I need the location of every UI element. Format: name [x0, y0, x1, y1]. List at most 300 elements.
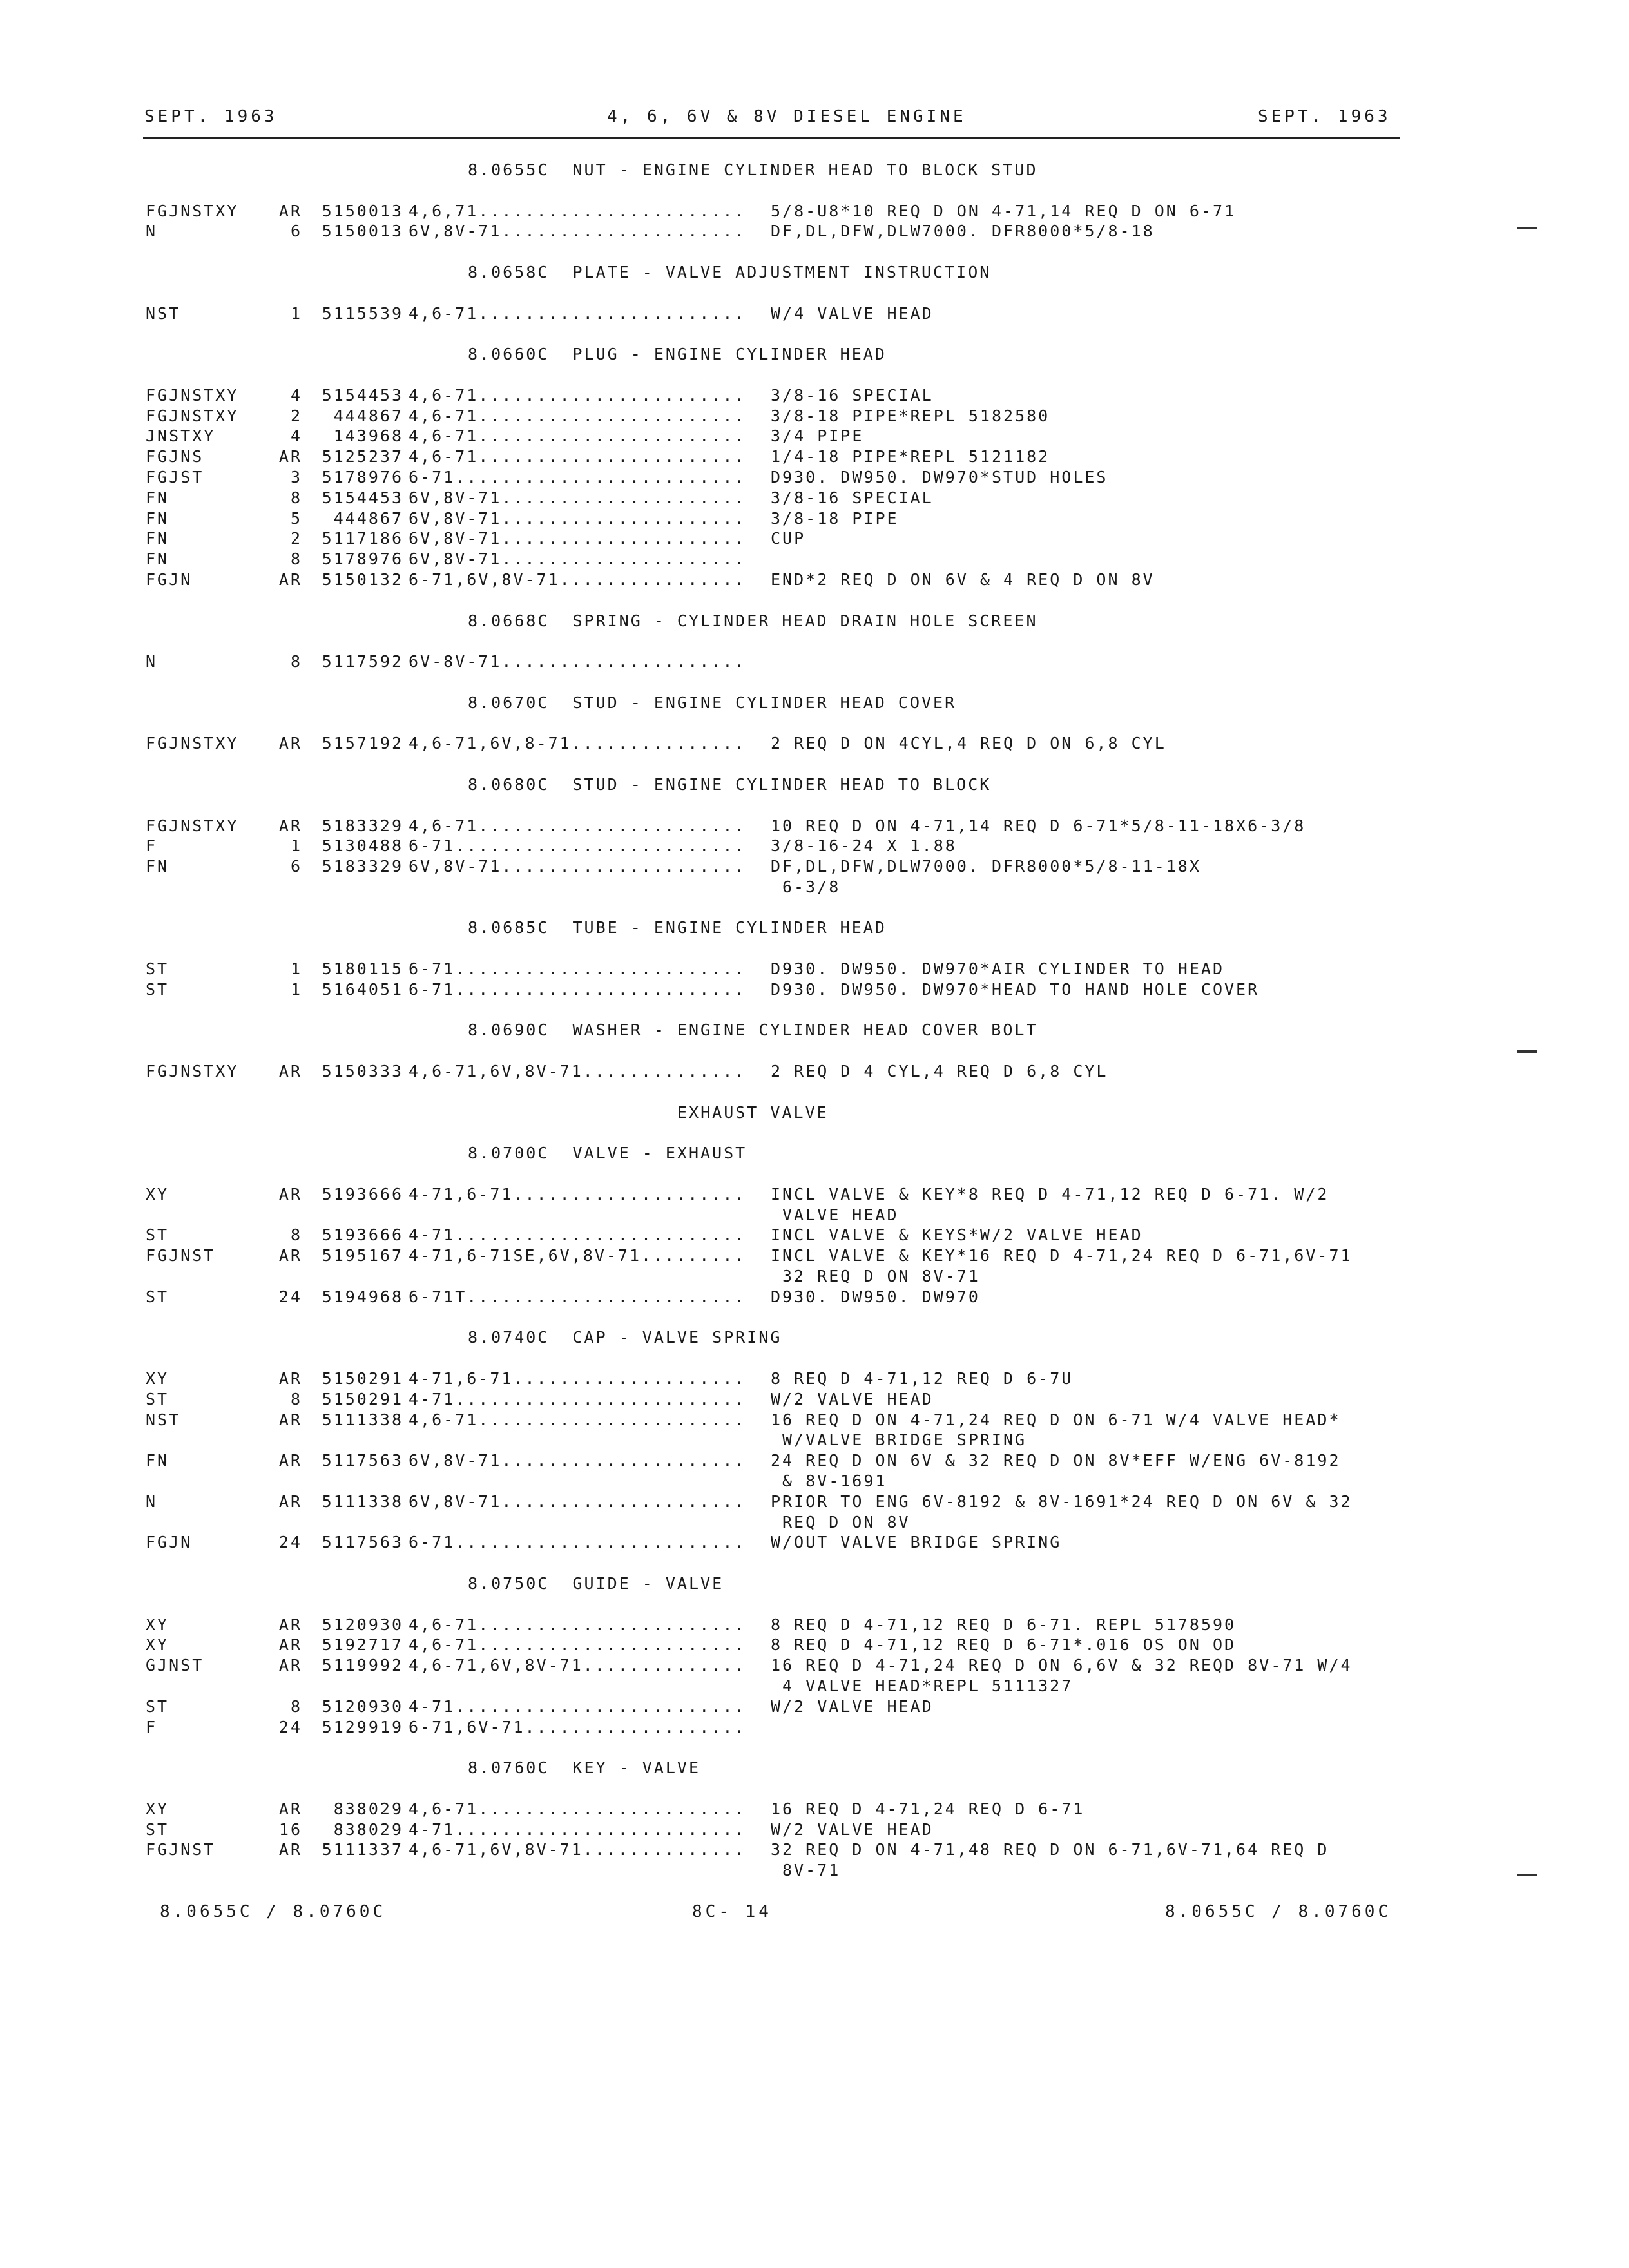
model-codes: FGJN: [146, 1533, 193, 1552]
section-title: 8.0670C STUD - ENGINE CYLINDER HEAD COVER: [468, 693, 957, 712]
spacer: [146, 1778, 1486, 1799]
spacer: [146, 672, 1486, 693]
quantity: AR: [278, 1615, 302, 1634]
part-number: 5111337: [322, 1840, 403, 1860]
part-row: [146, 426, 1486, 447]
quantity: AR: [278, 1840, 302, 1860]
application: 6V-8V-71.....................: [409, 652, 746, 671]
part-row: [146, 467, 1486, 488]
quantity: 6: [290, 222, 302, 241]
remarks: END*2 REQ D ON 6V & 4 REQ D ON 8V: [771, 570, 1155, 589]
remarks: 2 REQ D ON 4CYL,4 REQ D ON 6,8 CYL: [771, 734, 1166, 753]
remarks-continuation: [146, 877, 1486, 898]
part-number: 5150013: [322, 201, 403, 220]
application: 6V,8V-71.....................: [409, 1451, 746, 1470]
remarks-continued: VALVE HEAD: [782, 1205, 899, 1224]
quantity: AR: [278, 447, 302, 466]
application: 6V,8V-71.....................: [409, 529, 746, 548]
quantity: 6: [290, 857, 302, 876]
part-row: [146, 1615, 1486, 1635]
model-codes: XY: [146, 1184, 169, 1204]
part-row: [146, 406, 1486, 427]
remarks-continuation: [146, 1512, 1486, 1533]
remarks-continuation: [146, 1430, 1486, 1450]
model-codes: NST: [146, 303, 181, 323]
quantity: AR: [278, 816, 302, 835]
quantity: AR: [278, 1656, 302, 1675]
remarks: 1/4-18 PIPE*REPL 5121182: [771, 447, 1050, 466]
remarks: 3/8-18 PIPE*REPL 5182580: [771, 406, 1050, 425]
quantity: 8: [290, 1225, 302, 1245]
part-row: [146, 959, 1486, 979]
application: 6-71,6V-71...................: [409, 1717, 746, 1736]
part-row: [146, 1389, 1486, 1410]
application: 4,6-71.......................: [409, 385, 746, 405]
application: 4,6-71.......................: [409, 816, 746, 835]
spacer: [146, 1041, 1486, 1061]
part-number: 5117592: [322, 652, 403, 671]
model-codes: ST: [146, 1389, 169, 1408]
part-row: [146, 836, 1486, 856]
model-codes: FGJNSTXY: [146, 734, 239, 753]
section-title: 8.0760C KEY - VALVE: [468, 1758, 701, 1778]
part-number: 5150013: [322, 222, 403, 241]
quantity: 1: [290, 836, 302, 856]
section-heading: [146, 918, 1486, 938]
part-row: [146, 201, 1486, 222]
section-title: 8.0685C TUBE - ENGINE CYLINDER HEAD: [468, 918, 887, 937]
spacer: [146, 631, 1486, 651]
model-codes: FN: [146, 1451, 169, 1470]
model-codes: JNSTXY: [146, 427, 216, 446]
part-number: 5119992: [322, 1656, 403, 1675]
remarks-continued: & 8V-1691: [782, 1472, 887, 1490]
spacer: [146, 713, 1486, 734]
section-heading: [146, 1758, 1486, 1778]
application: 4,6-71,6V,8V-71..............: [409, 1840, 746, 1860]
quantity: 1: [290, 979, 302, 999]
quantity: 24: [278, 1287, 302, 1306]
part-row: [146, 1820, 1486, 1840]
application: 4,6-71,6V,8V-71..............: [409, 1656, 746, 1675]
part-number: 5125237: [322, 447, 403, 466]
remarks: D930. DW950. DW970: [771, 1287, 980, 1306]
quantity: 8: [290, 550, 302, 569]
remarks-continuation: [146, 1266, 1486, 1287]
part-number: 5178976: [322, 550, 403, 569]
part-row: [146, 549, 1486, 570]
remarks-continuation: [146, 1205, 1486, 1225]
model-codes: ST: [146, 959, 169, 979]
part-number: 838029: [333, 1820, 403, 1839]
part-row: [146, 816, 1486, 836]
section-title: 8.0655C NUT - ENGINE CYLINDER HEAD TO BLOCK STUD: [468, 160, 1038, 179]
model-codes: FN: [146, 550, 169, 569]
model-codes: FN: [146, 857, 169, 876]
part-row: [146, 1696, 1486, 1717]
section-title: 8.0690C WASHER - ENGINE CYLINDER HEAD COVER BOLT: [468, 1021, 1038, 1040]
application: 4,6-71,6V,8V-71..............: [409, 1062, 746, 1081]
margin-mark: [1517, 1874, 1537, 1876]
remarks: 3/8-16 SPECIAL: [771, 385, 934, 405]
remarks: 3/4 PIPE: [771, 427, 864, 446]
spacer: [146, 1553, 1486, 1573]
remarks-continued: 4 VALVE HEAD*REPL 5111327: [782, 1676, 1074, 1695]
part-row: [146, 651, 1486, 672]
remarks: D930. DW950. DW970*AIR CYLINDER TO HEAD: [771, 959, 1224, 979]
remarks: 24 REQ D ON 6V & 32 REQ D ON 8V*EFF W/ENG 6V-8192: [771, 1451, 1341, 1470]
part-number: 5117563: [322, 1533, 403, 1552]
spacer: [146, 242, 1486, 262]
application: 4,6-71.......................: [409, 1635, 746, 1655]
part-number: 5150291: [322, 1389, 403, 1408]
section-heading: [146, 1573, 1486, 1594]
spacer: [146, 1000, 1486, 1021]
part-number: 838029: [333, 1799, 403, 1818]
part-row: [146, 856, 1486, 877]
section-heading: [146, 774, 1486, 795]
parts-list: [146, 160, 1486, 1881]
quantity: 24: [278, 1717, 302, 1736]
application: 4-71.........................: [409, 1820, 746, 1839]
header-rule: [143, 137, 1400, 139]
remarks: 32 REQ D ON 4-71,48 REQ D ON 6-71,6V-71,64 REQ D: [771, 1840, 1329, 1860]
spacer: [146, 1122, 1486, 1143]
model-codes: ST: [146, 1287, 169, 1306]
part-number: 5183329: [322, 857, 403, 876]
part-number: 5150291: [322, 1369, 403, 1389]
remarks: PRIOR TO ENG 6V-8192 & 8V-1691*24 REQ D ON 6V & 32: [771, 1492, 1353, 1511]
spacer: [146, 590, 1486, 611]
model-codes: ST: [146, 1820, 169, 1839]
part-row: [146, 303, 1486, 324]
part-number: 5120930: [322, 1696, 403, 1716]
remarks-continued: W/VALVE BRIDGE SPRING: [782, 1430, 1027, 1450]
section-heading: [146, 611, 1486, 631]
model-codes: XY: [146, 1635, 169, 1655]
remarks: 16 REQ D 4-71,24 REQ D ON 6,6V & 32 REQD 8V-71 W/4: [771, 1656, 1353, 1675]
part-row: [146, 1245, 1486, 1266]
remarks: 3/8-16 SPECIAL: [771, 488, 934, 507]
section-heading: [146, 1143, 1486, 1164]
part-number: 5195167: [322, 1246, 403, 1265]
part-row: [146, 1655, 1486, 1676]
quantity: AR: [278, 1451, 302, 1470]
remarks: W/4 VALVE HEAD: [771, 303, 934, 323]
part-number: 5129919: [322, 1717, 403, 1736]
model-codes: ST: [146, 979, 169, 999]
remarks: D930. DW950. DW970*HEAD TO HAND HOLE COVER: [771, 979, 1260, 999]
part-row: [146, 1410, 1486, 1430]
remarks: 8 REQ D 4-71,12 REQ D 6-71*.016 OS ON OD: [771, 1635, 1237, 1655]
part-row: [146, 1225, 1486, 1245]
application: 4,6,71.......................: [409, 201, 746, 220]
part-row: [146, 1061, 1486, 1082]
remarks: 5/8-U8*10 REQ D ON 4-71,14 REQ D ON 6-71: [771, 201, 1237, 220]
part-number: 5111338: [322, 1410, 403, 1429]
remarks: 16 REQ D ON 4-71,24 REQ D ON 6-71 W/4 VALVE HEAD*: [771, 1410, 1341, 1429]
spacer: [146, 365, 1486, 385]
model-codes: FGJNST: [146, 1840, 216, 1860]
section-heading: [146, 160, 1486, 180]
quantity: AR: [278, 1062, 302, 1081]
margin-mark: [1517, 1050, 1537, 1053]
model-codes: FGJNSTXY: [146, 1062, 239, 1081]
remarks: DF,DL,DFW,DLW7000. DFR8000*5/8-11-18X: [771, 857, 1201, 876]
part-row: [146, 1369, 1486, 1389]
application: 6-71.........................: [409, 959, 746, 979]
spacer: [146, 1348, 1486, 1369]
model-codes: XY: [146, 1615, 169, 1634]
model-codes: FN: [146, 508, 169, 528]
remarks-continued: 6-3/8: [782, 877, 841, 896]
quantity: AR: [278, 1635, 302, 1655]
remarks-continued: REQ D ON 8V: [782, 1512, 911, 1532]
part-number: 5180115: [322, 959, 403, 979]
remarks: D930. DW950. DW970*STUD HOLES: [771, 467, 1108, 486]
quantity: AR: [278, 1184, 302, 1204]
part-row: [146, 1799, 1486, 1820]
spacer: [146, 754, 1486, 774]
application: 4,6-71.......................: [409, 447, 746, 466]
section-title: 8.0658C PLATE - VALVE ADJUSTMENT INSTRUCTION: [468, 262, 992, 282]
quantity: 2: [290, 529, 302, 548]
quantity: AR: [278, 1410, 302, 1429]
application: 4-71,6-71SE,6V,8V-71.........: [409, 1246, 746, 1265]
application: 6-71.........................: [409, 1533, 746, 1552]
spacer: [146, 323, 1486, 344]
model-codes: FGJST: [146, 467, 204, 486]
application: 4,6-71.......................: [409, 406, 746, 425]
part-row: [146, 733, 1486, 754]
section-heading: [146, 344, 1486, 365]
application: 6-71,6V,8V-71................: [409, 570, 746, 589]
part-number: 5150333: [322, 1062, 403, 1081]
application: 4-71.........................: [409, 1225, 746, 1245]
part-number: 444867: [333, 508, 403, 528]
spacer: [146, 1082, 1486, 1102]
quantity: 5: [290, 508, 302, 528]
model-codes: FGJNSTXY: [146, 201, 239, 220]
model-codes: ST: [146, 1696, 169, 1716]
application: 6V,8V-71.....................: [409, 488, 746, 507]
part-number: 5117563: [322, 1451, 403, 1470]
model-codes: FGJNSTXY: [146, 385, 239, 405]
part-row: [146, 1717, 1486, 1738]
quantity: AR: [278, 201, 302, 220]
part-row: [146, 528, 1486, 549]
section-heading: [146, 1327, 1486, 1348]
remarks-continuation: [146, 1676, 1486, 1696]
remarks: 8 REQ D 4-71,12 REQ D 6-7U: [771, 1369, 1074, 1389]
quantity: 3: [290, 467, 302, 486]
section-title: 8.0668C SPRING - CYLINDER HEAD DRAIN HOLE SCREEN: [468, 611, 1038, 630]
part-number: 444867: [333, 406, 403, 425]
application: 6V,8V-71.....................: [409, 222, 746, 241]
application: 6-71.........................: [409, 467, 746, 486]
application: 6V,8V-71.....................: [409, 550, 746, 569]
application: 6-71.........................: [409, 979, 746, 999]
quantity: 4: [290, 427, 302, 446]
application: 4,6-71.......................: [409, 427, 746, 446]
part-number: 5115539: [322, 303, 403, 323]
section-heading: [146, 262, 1486, 283]
header-date-right: SEPT. 1963: [1258, 107, 1391, 126]
application: 6V,8V-71.....................: [409, 1492, 746, 1511]
quantity: AR: [278, 570, 302, 589]
spacer: [146, 180, 1486, 201]
remarks-continued: 32 REQ D ON 8V-71: [782, 1267, 980, 1286]
application: 4-71,6-71....................: [409, 1369, 746, 1389]
part-row: [146, 221, 1486, 242]
model-codes: XY: [146, 1799, 169, 1818]
part-row: [146, 1635, 1486, 1655]
part-number: 5117186: [322, 529, 403, 548]
part-number: 5192717: [322, 1635, 403, 1655]
part-number: 5193666: [322, 1225, 403, 1245]
part-row: [146, 979, 1486, 1000]
quantity: 8: [290, 652, 302, 671]
spacer: [146, 898, 1486, 918]
section-heading: [146, 693, 1486, 713]
quantity: 1: [290, 959, 302, 979]
part-row: [146, 1287, 1486, 1307]
spacer: [146, 795, 1486, 816]
application: 4,6-71.......................: [409, 303, 746, 323]
remarks: 16 REQ D 4-71,24 REQ D 6-71: [771, 1799, 1085, 1818]
application: 4-71.........................: [409, 1696, 746, 1716]
spacer: [146, 1164, 1486, 1184]
remarks: DF,DL,DFW,DLW7000. DFR8000*5/8-18: [771, 222, 1155, 241]
spacer: [146, 1307, 1486, 1328]
model-codes: N: [146, 1492, 158, 1511]
part-number: 5154453: [322, 488, 403, 507]
model-codes: FGJNST: [146, 1246, 216, 1265]
model-codes: ST: [146, 1225, 169, 1245]
quantity: AR: [278, 734, 302, 753]
application: 6V,8V-71.....................: [409, 508, 746, 528]
part-number: 5150132: [322, 570, 403, 589]
remarks: INCL VALVE & KEYS*W/2 VALVE HEAD: [771, 1225, 1143, 1245]
application: 4,6-71.......................: [409, 1410, 746, 1429]
part-number: 143968: [333, 427, 403, 446]
part-number: 5178976: [322, 467, 403, 486]
footer-page-number: 8C- 14: [692, 1902, 772, 1921]
application: 6-71T........................: [409, 1287, 746, 1306]
application: 4-71.........................: [409, 1389, 746, 1408]
remarks: W/OUT VALVE BRIDGE SPRING: [771, 1533, 1062, 1552]
section-title: 8.0750C GUIDE - VALVE: [468, 1573, 724, 1593]
model-codes: F: [146, 836, 158, 856]
part-number: 5193666: [322, 1184, 403, 1204]
remarks: 10 REQ D ON 4-71,14 REQ D 6-71*5/8-11-18X6-3/8: [771, 816, 1306, 835]
section-title: 8.0680C STUD - ENGINE CYLINDER HEAD TO BLOCK: [468, 774, 992, 794]
quantity: 8: [290, 1696, 302, 1716]
application: 6-71.........................: [409, 836, 746, 856]
margin-mark: [1517, 227, 1537, 229]
application: 4,6-71,6V,8-71...............: [409, 734, 746, 753]
footer-range-left: 8.0655C / 8.0760C: [160, 1902, 387, 1921]
quantity: 2: [290, 406, 302, 425]
spacer: [146, 1737, 1486, 1758]
application: 4,6-71.......................: [409, 1615, 746, 1634]
application: 6V,8V-71.....................: [409, 857, 746, 876]
remarks: INCL VALVE & KEY*8 REQ D 4-71,12 REQ D 6-71. W/2: [771, 1184, 1329, 1204]
model-codes: XY: [146, 1369, 169, 1389]
header-title: 4, 6, 6V & 8V DIESEL ENGINE: [607, 107, 967, 126]
section-heading: [146, 1020, 1486, 1041]
quantity: AR: [278, 1492, 302, 1511]
model-codes: FGJNS: [146, 447, 204, 466]
model-codes: FN: [146, 529, 169, 548]
model-codes: N: [146, 222, 158, 241]
model-codes: FGJNSTXY: [146, 816, 239, 835]
quantity: AR: [278, 1246, 302, 1265]
quantity: AR: [278, 1799, 302, 1818]
part-number: 5111338: [322, 1492, 403, 1511]
footer-range-right: 8.0655C / 8.0760C: [1165, 1902, 1392, 1921]
spacer: [146, 938, 1486, 959]
remarks: W/2 VALVE HEAD: [771, 1696, 934, 1716]
section-title: 8.0740C CAP - VALVE SPRING: [468, 1328, 782, 1347]
part-number: 5130488: [322, 836, 403, 856]
remarks-continued: 8V-71: [782, 1861, 841, 1880]
model-codes: FGJN: [146, 570, 193, 589]
remarks: W/2 VALVE HEAD: [771, 1820, 934, 1839]
model-codes: NST: [146, 1410, 181, 1429]
remarks: 3/8-18 PIPE: [771, 508, 899, 528]
model-codes: F: [146, 1717, 158, 1736]
subsection-title: EXHAUST VALVE: [677, 1102, 829, 1122]
model-codes: N: [146, 652, 158, 671]
application: 4-71,6-71....................: [409, 1184, 746, 1204]
part-number: 5164051: [322, 979, 403, 999]
part-row: [146, 1840, 1486, 1860]
quantity: AR: [278, 1369, 302, 1389]
remarks-continuation: [146, 1860, 1486, 1881]
part-number: 5154453: [322, 385, 403, 405]
remarks: 2 REQ D 4 CYL,4 REQ D 6,8 CYL: [771, 1062, 1108, 1081]
quantity: 16: [278, 1820, 302, 1839]
part-row: [146, 447, 1486, 467]
model-codes: FN: [146, 488, 169, 507]
header-date-left: SEPT. 1963: [144, 107, 278, 126]
part-number: 5120930: [322, 1615, 403, 1634]
application: 4,6-71.......................: [409, 1799, 746, 1818]
part-row: [146, 1184, 1486, 1205]
quantity: 1: [290, 303, 302, 323]
quantity: 8: [290, 488, 302, 507]
spacer: [146, 1594, 1486, 1615]
remarks: INCL VALVE & KEY*16 REQ D 4-71,24 REQ D 6-71,6V-71: [771, 1246, 1353, 1265]
part-row: [146, 1450, 1486, 1471]
remarks: 3/8-16-24 X 1.88: [771, 836, 957, 856]
model-codes: FGJNSTXY: [146, 406, 239, 425]
part-row: [146, 488, 1486, 508]
section-title: 8.0660C PLUG - ENGINE CYLINDER HEAD: [468, 345, 887, 364]
spacer: [146, 283, 1486, 303]
part-number: 5194968: [322, 1287, 403, 1306]
remarks: 8 REQ D 4-71,12 REQ D 6-71. REPL 5178590: [771, 1615, 1237, 1634]
part-number: 5183329: [322, 816, 403, 835]
part-row: [146, 570, 1486, 590]
part-row: [146, 508, 1486, 529]
part-row: [146, 1492, 1486, 1512]
part-row: [146, 385, 1486, 406]
part-row: [146, 1532, 1486, 1553]
model-codes: GJNST: [146, 1656, 204, 1675]
remarks-continuation: [146, 1471, 1486, 1492]
